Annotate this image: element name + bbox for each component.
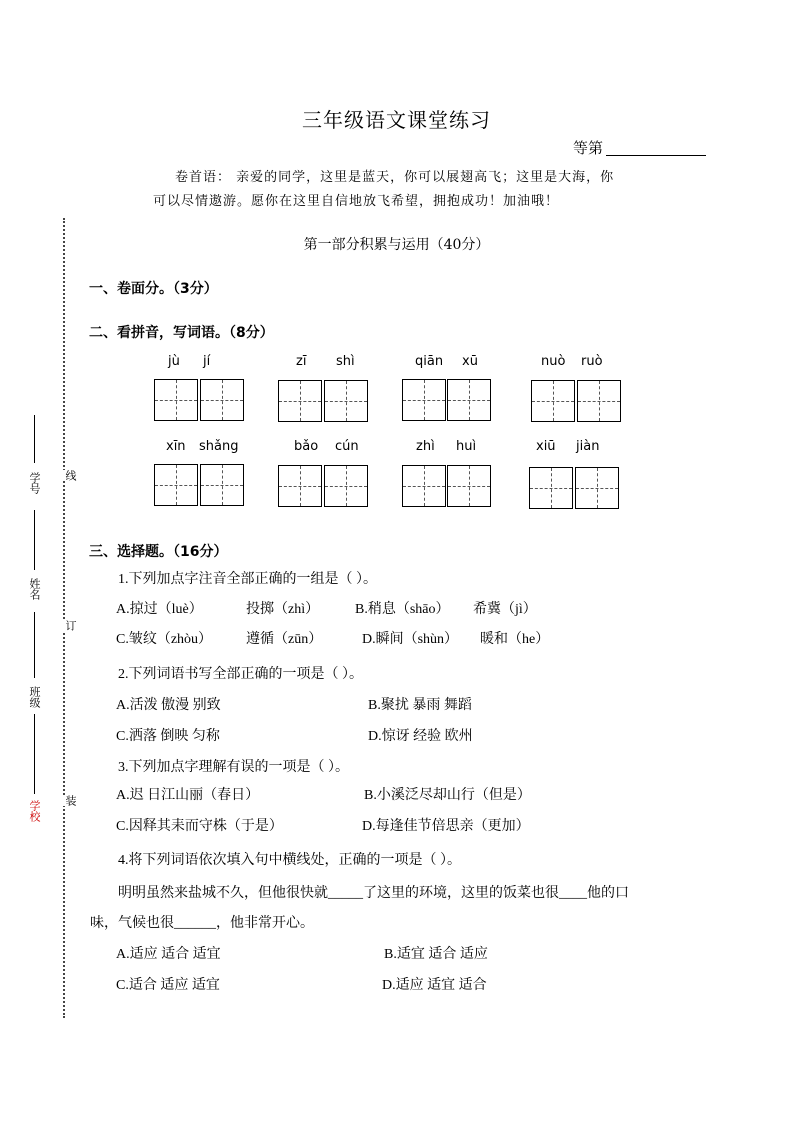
q1-option-c2: 遵循（zūn） xyxy=(246,632,323,647)
pinyin: zhì xyxy=(416,439,435,454)
q1-option-b2: 希冀（jì） xyxy=(473,602,537,617)
writing-box[interactable] xyxy=(577,380,621,422)
q4-passage-line-1: 明明虽然来盐城不久，但他很快就_____了这里的环境，这里的饭菜也很____他的口 xyxy=(118,886,629,901)
pinyin: xīn xyxy=(166,439,186,454)
section-1-heading: 一、卷面分。（3分） xyxy=(89,281,218,297)
writing-box[interactable] xyxy=(402,379,446,421)
school-label: 学校 xyxy=(28,800,41,822)
q1-option-d1[interactable]: D.瞬间（shùn） xyxy=(362,632,459,647)
part-title: 第一部分积累与运用（40分） xyxy=(303,237,490,253)
binding-dotted-line xyxy=(63,218,65,1018)
writing-box[interactable] xyxy=(154,464,198,506)
pinyin: nuò xyxy=(541,354,566,369)
preface-line-1: 卷首语： 亲爱的同学，这里是蓝天，你可以展翅高飞；这里是大海，你 xyxy=(175,170,615,185)
pinyin: jù xyxy=(168,354,180,369)
writing-box[interactable] xyxy=(402,465,446,507)
pinyin: xū xyxy=(462,354,478,369)
page-title: 三年级语文课堂练习 xyxy=(302,108,491,132)
q3-option-c[interactable]: C.因释其耒而守株（于是） xyxy=(116,819,283,834)
section-3-heading: 三、选择题。（16分） xyxy=(89,544,228,560)
q4-option-d[interactable]: D.适应 适宜 适合 xyxy=(382,978,487,993)
pinyin: jiàn xyxy=(576,439,600,454)
pinyin: ruò xyxy=(581,354,603,369)
bind-char-install: 装 xyxy=(64,795,77,806)
question-4: 4.将下列词语依次填入句中横线处，正确的一项是（ ）。 xyxy=(118,853,461,868)
preface-line-2: 可以尽情遨游。愿你在这里自信地放飞希望，拥抱成功！加油哦！ xyxy=(153,194,560,209)
pinyin: cún xyxy=(335,439,359,454)
writing-box[interactable] xyxy=(529,467,573,509)
writing-box[interactable] xyxy=(447,379,491,421)
grade-blank[interactable] xyxy=(606,155,706,156)
school-blank xyxy=(34,714,35,794)
preface xyxy=(153,166,713,214)
pinyin: shì xyxy=(336,354,355,369)
q1-option-b1[interactable]: B.稍息（shāo） xyxy=(355,602,450,617)
q3-option-b[interactable]: B.小溪泛尽却山行（但是） xyxy=(364,788,531,803)
q2-option-a[interactable]: A.活泼 傲漫 别致 xyxy=(116,698,221,713)
grade-label: 等第 xyxy=(573,139,604,157)
bind-char-line: 线 xyxy=(64,470,77,481)
q4-passage-line-2: 味，气候也很______，他非常开心。 xyxy=(90,916,314,931)
writing-box[interactable] xyxy=(200,379,244,421)
q4-option-b[interactable]: B.适宜 适合 适应 xyxy=(384,947,488,962)
name-label: 姓名 xyxy=(28,578,41,600)
question-2: 2.下列词语书写全部正确的一项是（ ）。 xyxy=(118,667,363,682)
q1-option-a2: 投掷（zhì） xyxy=(246,602,320,617)
pinyin: xiū xyxy=(536,439,556,454)
q3-option-a[interactable]: A.迟 日江山丽（春日） xyxy=(116,788,260,803)
q4-option-a[interactable]: A.适应 适合 适宜 xyxy=(116,947,221,962)
pinyin: shǎng xyxy=(199,439,239,454)
student-id-blank xyxy=(34,415,35,463)
section-2-heading: 二、看拼音，写词语。（8分） xyxy=(89,325,274,341)
writing-box[interactable] xyxy=(575,467,619,509)
writing-box[interactable] xyxy=(154,379,198,421)
bind-char-order: 订 xyxy=(64,620,77,631)
class-label: 班级 xyxy=(28,686,41,708)
name-blank xyxy=(34,510,35,570)
writing-box[interactable] xyxy=(324,380,368,422)
writing-box[interactable] xyxy=(324,465,368,507)
q2-option-d[interactable]: D.惊讶 经验 欧州 xyxy=(368,729,473,744)
question-3: 3.下列加点字理解有误的一项是（ ）。 xyxy=(118,760,349,775)
q2-option-b[interactable]: B.聚扰 暴雨 舞蹈 xyxy=(368,698,472,713)
writing-box[interactable] xyxy=(200,464,244,506)
pinyin: jí xyxy=(203,354,211,369)
q1-option-d2: 暖和（he） xyxy=(480,632,550,647)
pinyin: bǎo xyxy=(294,439,319,454)
question-1: 1.下列加点字注音全部正确的一组是（ ）。 xyxy=(118,572,377,587)
writing-box[interactable] xyxy=(278,465,322,507)
q4-option-c[interactable]: C.适合 适应 适宜 xyxy=(116,978,220,993)
writing-box[interactable] xyxy=(278,380,322,422)
q3-option-d[interactable]: D.每逢佳节倍思亲（更加） xyxy=(362,819,530,834)
q2-option-c[interactable]: C.洒落 倒映 匀称 xyxy=(116,729,220,744)
pinyin: qiān xyxy=(415,354,444,369)
q1-option-c1[interactable]: C.皱纹（zhòu） xyxy=(116,632,213,647)
pinyin: zī xyxy=(296,354,307,369)
writing-box[interactable] xyxy=(531,380,575,422)
writing-box[interactable] xyxy=(447,465,491,507)
pinyin: huì xyxy=(456,439,477,454)
class-blank xyxy=(34,612,35,678)
q1-option-a1[interactable]: A.掠过（luè） xyxy=(116,602,203,617)
student-id-label: 学号 xyxy=(28,472,41,494)
